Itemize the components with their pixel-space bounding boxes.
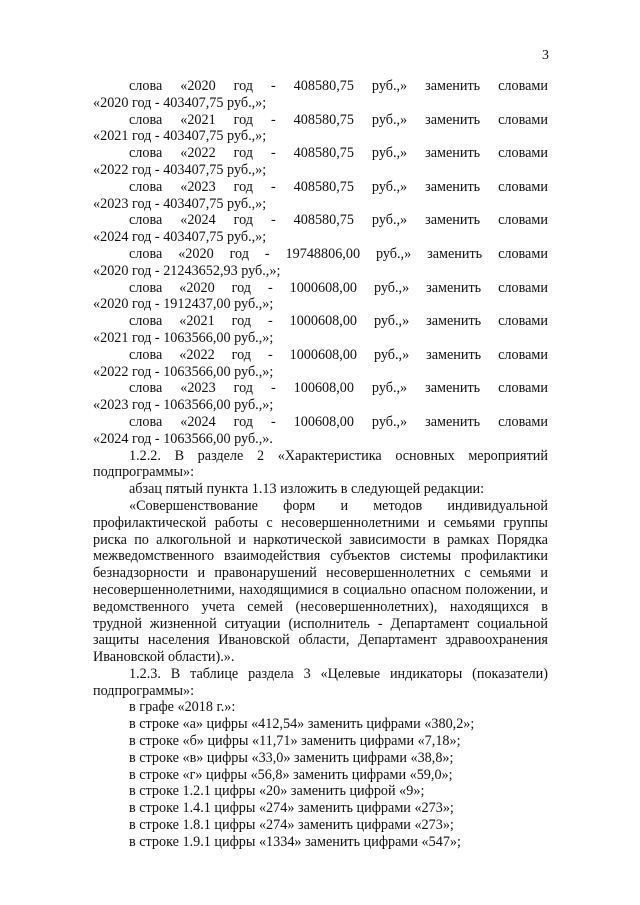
word: год: [231, 346, 251, 363]
row-change: в строке 1.9.1 цифры «1334» заменить цифрами «547»;: [129, 833, 461, 850]
word: Департамент: [390, 615, 470, 632]
word: Департамент: [358, 632, 437, 649]
word: семьями: [479, 565, 532, 582]
word: группы: [503, 514, 548, 531]
word: «Характеристика: [277, 447, 382, 464]
word: руб.,»: [373, 279, 410, 296]
paragraph-line: [93, 599, 548, 616]
word: 3: [303, 665, 311, 682]
word: (несовершеннолетних),: [295, 598, 438, 615]
word: руб.,»: [371, 380, 408, 397]
word: руб.,»: [375, 245, 412, 262]
word: 1000608,00: [289, 346, 357, 363]
replacement-entry: [93, 380, 548, 414]
word: и: [540, 581, 548, 598]
word: по: [134, 531, 149, 548]
word: 19748806,00: [285, 245, 361, 262]
paragraph-line: [93, 616, 548, 633]
word: -: [270, 78, 276, 94]
word: «2021: [179, 313, 215, 330]
word: 408580,75: [293, 111, 354, 128]
replacement-line: [93, 380, 548, 397]
word: слова: [129, 313, 163, 330]
word: раздела: [248, 665, 294, 682]
word: слова: [129, 413, 163, 430]
word: субъектов: [330, 548, 391, 565]
word: с: [464, 565, 471, 582]
word: профилактической: [93, 514, 207, 531]
word: год: [233, 212, 254, 229]
document-body: [93, 78, 548, 851]
word: слова: [129, 78, 163, 94]
replacement-line: [93, 313, 548, 330]
word: заменить: [426, 279, 482, 296]
replacement-continuation: «2020 год - 403407,75 руб.,»;: [93, 94, 267, 111]
column-line: в графе «2018 г.»:: [129, 699, 236, 716]
replacement-entry: [93, 414, 548, 448]
word: словами: [498, 313, 548, 330]
replacement-line: [93, 145, 548, 162]
word: «Совершенствование: [129, 497, 258, 514]
replacement-entry: [93, 313, 548, 347]
word: заменить: [425, 145, 481, 162]
word: год: [231, 279, 251, 296]
word: «2022: [180, 145, 216, 162]
word: руб.,»: [371, 212, 408, 229]
word: заменить: [425, 212, 481, 229]
word: несовершеннолетними,: [93, 581, 235, 598]
section-1-2-2: [93, 448, 548, 666]
word: Порядка: [496, 531, 548, 548]
section-heading: [93, 448, 548, 465]
word: руб.,»: [371, 145, 408, 162]
word: с: [266, 514, 273, 531]
word: руб.,»: [373, 346, 410, 363]
word: заменить: [427, 245, 483, 262]
word: словами: [498, 413, 548, 430]
word: 408580,75: [293, 78, 354, 94]
word: алкогольной: [156, 531, 232, 548]
word: заменить: [425, 413, 481, 430]
word: положении,: [465, 581, 537, 598]
replacement-line: [93, 179, 548, 196]
replacement-entry: [93, 347, 548, 381]
word: несовершеннолетними: [281, 514, 420, 531]
word: -: [267, 279, 273, 296]
replacement-entry: [93, 280, 548, 314]
replacement-continuation: «2023 год - 403407,75 руб.,»;: [93, 195, 267, 212]
word: «2023: [180, 178, 216, 195]
replacement-continuation: «2022 год - 1063566,00 руб.,»;: [93, 363, 274, 380]
word: 100608,00: [293, 413, 354, 430]
word: заменить: [426, 313, 482, 330]
replacement-continuation: «2021 год - 1063566,00 руб.,»;: [93, 329, 274, 346]
word: и: [340, 497, 349, 514]
replacement-entry: [93, 246, 548, 280]
word: методов: [373, 497, 423, 514]
word: находящихся: [449, 598, 529, 615]
word: несовершеннолетних: [326, 565, 455, 582]
word: защиты: [93, 632, 140, 649]
word: слова: [129, 245, 163, 262]
word: работы: [214, 514, 259, 531]
replacement-line: [93, 246, 548, 263]
word: «2024: [180, 212, 216, 229]
word: трудной: [93, 615, 142, 632]
word: слова: [129, 178, 163, 195]
word: учета: [201, 598, 235, 615]
word: год: [229, 245, 249, 262]
word: год: [233, 78, 254, 94]
word: заменить: [425, 178, 481, 195]
word: -: [270, 145, 276, 162]
word: заменить: [425, 380, 481, 397]
word: заменить: [425, 78, 481, 94]
replacement-line: [93, 112, 548, 129]
word: «2020: [179, 279, 215, 296]
word: «2020: [180, 78, 216, 94]
word: здравоохранения: [445, 632, 548, 649]
replacement-line: [93, 78, 548, 95]
page-number: 3: [542, 48, 549, 63]
word: опасном: [410, 581, 462, 598]
replacement-entry: [93, 179, 548, 213]
word: слова: [129, 212, 163, 229]
paragraph-line: [93, 532, 548, 549]
word: год: [233, 380, 254, 397]
row-change: в строке 1.4.1 цифры «274» заменить цифрами «273»;: [129, 800, 454, 817]
section-heading-continuation: подпрограммы»:: [93, 464, 195, 481]
paragraph-last-line: Ивановской области).».: [93, 649, 235, 666]
word: разделе: [197, 447, 244, 464]
word: (показатели): [472, 665, 548, 682]
word: «2021: [180, 111, 216, 128]
word: руб.,»: [371, 111, 408, 128]
word: 408580,75: [293, 178, 354, 195]
row-change: в строке 1.2.1 цифры «20» заменить цифрой «9»;: [129, 783, 425, 800]
word: -: [270, 212, 276, 229]
word: ведомственного: [93, 598, 189, 615]
word: индикаторы: [389, 665, 463, 682]
word: области,: [298, 632, 350, 649]
intro-line: абзац пятый пункта 1.13 изложить в следующей редакции:: [129, 481, 485, 498]
replacement-continuation: «2023 год - 1063566,00 руб.,»;: [93, 397, 274, 414]
word: правонарушений: [214, 565, 317, 582]
paragraph-line: [93, 582, 548, 599]
word: основных: [395, 447, 455, 464]
replacement-line: [93, 414, 548, 431]
paragraph-line: [93, 632, 548, 649]
word: заменить: [425, 111, 481, 128]
paragraph-line: [93, 515, 548, 532]
word: 1.2.2.: [129, 447, 161, 464]
word: (исполнитель: [288, 615, 370, 632]
word: руб.,»: [371, 78, 408, 94]
replacement-entry: [93, 145, 548, 179]
word: социальной: [477, 615, 548, 632]
word: 1.2.3.: [129, 665, 161, 682]
word: -: [267, 313, 273, 330]
word: словами: [498, 212, 548, 229]
row-change: в строке «б» цифры «11,71» заменить цифрами «7,18»;: [129, 733, 461, 750]
replacement-continuation: «2022 год - 403407,75 руб.,»;: [93, 161, 267, 178]
word: в: [332, 581, 339, 598]
word: -: [267, 346, 273, 363]
word: наркотической: [253, 531, 343, 548]
replacement-line: [93, 280, 548, 297]
word: словами: [498, 111, 548, 128]
word: «2024: [180, 413, 216, 430]
word: зависимости: [349, 531, 426, 548]
word: руб.,»: [371, 413, 408, 430]
word: год: [233, 145, 254, 162]
word: словами: [498, 380, 548, 397]
replacement-continuation: «2024 год - 1063566,00 руб.,».: [93, 430, 273, 447]
word: риска: [93, 531, 127, 548]
row-change: в строке «г» цифры «56,8» заменить цифрами «59,0»;: [129, 766, 453, 783]
word: -: [377, 615, 383, 632]
word: «Целевые: [320, 665, 381, 682]
word: слова: [129, 145, 163, 162]
word: -: [270, 380, 276, 397]
word: семей: [247, 598, 283, 615]
word: 408580,75: [293, 145, 354, 162]
word: В: [174, 447, 185, 464]
word: семьями: [443, 514, 496, 531]
word: таблице: [190, 665, 239, 682]
word: взаимодействия: [223, 548, 321, 565]
word: 2: [256, 447, 265, 464]
word: «2023: [180, 380, 216, 397]
word: -: [270, 111, 276, 128]
word: и: [427, 514, 436, 531]
word: Ивановской: [218, 632, 290, 649]
word: профилактики: [461, 548, 548, 565]
word: словами: [498, 178, 548, 195]
row-change: в строке 1.8.1 цифры «274» заменить цифрами «273»;: [129, 817, 454, 834]
replacement-list: [93, 78, 548, 448]
word: руб.,»: [371, 178, 408, 195]
row-change: в строке «в» цифры «33,0» заменить цифрами «38,8»;: [129, 749, 454, 766]
word: словами: [498, 145, 548, 162]
word: в: [541, 598, 548, 615]
replacement-line: [93, 212, 548, 229]
word: и: [238, 531, 246, 548]
word: -: [270, 178, 276, 195]
word: ситуации: [224, 615, 281, 632]
word: словами: [498, 279, 548, 296]
word: -: [270, 413, 276, 430]
word: в: [433, 531, 440, 548]
word: слова: [129, 346, 163, 363]
word: форм: [283, 497, 316, 514]
replacement-continuation: «2021 год - 403407,75 руб.,»;: [93, 128, 267, 145]
word: заменить: [426, 346, 482, 363]
paragraph-line: [93, 565, 548, 582]
word: межведомственного: [93, 548, 215, 565]
word: год: [233, 111, 254, 128]
replacement-entry: [93, 112, 548, 146]
word: и: [540, 565, 548, 582]
word: 1000608,00: [289, 279, 357, 296]
word: населения: [147, 632, 210, 649]
replacement-continuation: «2020 год - 1912437,00 руб.,»;: [93, 296, 274, 313]
paragraph-line: [93, 548, 548, 565]
section-1-2-3: [93, 666, 548, 851]
replacement-continuation: «2024 год - 403407,75 руб.,»;: [93, 229, 267, 246]
word: находящимися: [239, 581, 328, 598]
quoted-paragraph: [93, 498, 548, 666]
replacement-entry: [93, 212, 548, 246]
section-heading-continuation: подпрограммы»:: [93, 682, 195, 699]
word: словами: [498, 78, 548, 94]
word: безнадзорности: [93, 565, 189, 582]
word: системы: [399, 548, 452, 565]
word: жизненной: [149, 615, 217, 632]
word: -: [264, 245, 270, 262]
paragraph-line: [93, 498, 548, 515]
word: словами: [498, 245, 548, 262]
word: мероприятий: [468, 447, 548, 464]
replacement-entry: [93, 78, 548, 112]
section-heading: [93, 666, 548, 683]
word: индивидуальной: [447, 497, 548, 514]
word: социально: [343, 581, 407, 598]
word: словами: [498, 346, 548, 363]
word: 408580,75: [293, 212, 354, 229]
word: рамках: [447, 531, 490, 548]
word: В: [170, 665, 181, 682]
word: слова: [129, 111, 163, 128]
word: и: [197, 565, 206, 582]
word: 1000608,00: [289, 313, 357, 330]
replacement-continuation: «2020 год - 21243652,93 руб.,»;: [93, 262, 281, 279]
word: «2020: [178, 245, 214, 262]
word: 100608,00: [293, 380, 354, 397]
row-change: в строке «а» цифры «412,54» заменить цифрами «380,2»;: [129, 716, 475, 733]
word: «2022: [179, 346, 215, 363]
word: слова: [129, 279, 163, 296]
word: год: [231, 313, 251, 330]
replacement-line: [93, 347, 548, 364]
word: руб.,»: [373, 313, 410, 330]
word: год: [233, 413, 254, 430]
word: слова: [129, 380, 163, 397]
word: год: [233, 178, 254, 195]
